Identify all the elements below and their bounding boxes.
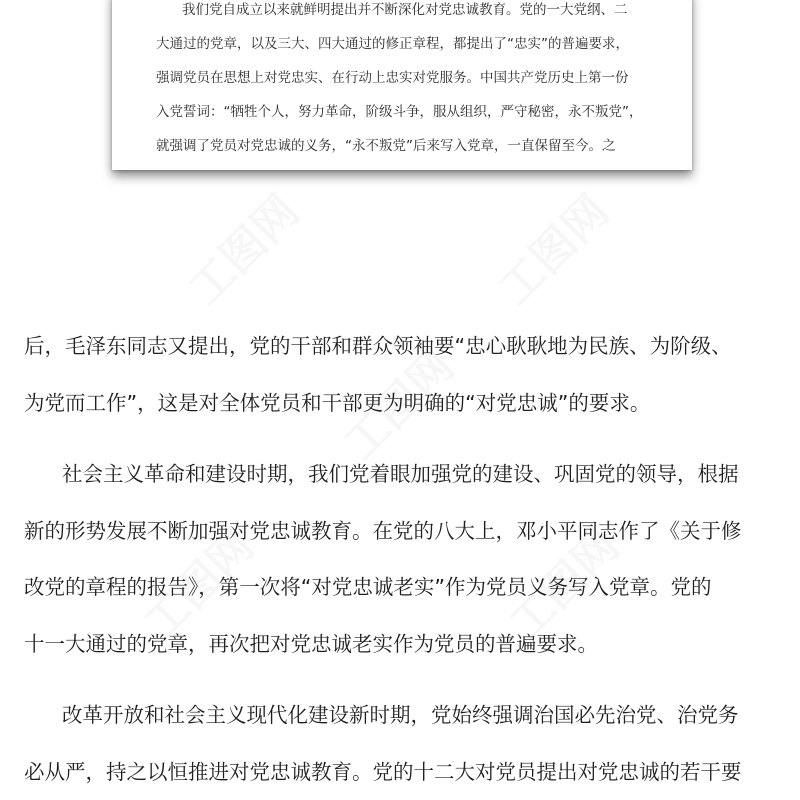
article-line: 为党而工作”，这是对全体党员和干部更为明确的“对党忠诚”的要求。 bbox=[24, 391, 651, 415]
article-line: 社会主义革命和建设时期，我们党着眼加强党的建设、巩固党的领导，根据 bbox=[62, 462, 739, 486]
watermark-logo: 工图网 bbox=[334, 340, 464, 470]
excerpt-line: 大通过的党章，以及三大、四大通过的修正章程，都提出了“忠实”的普遍要求， bbox=[156, 36, 629, 52]
article-line: 改革开放和社会主义现代化建设新时期，党始终强调治国必先治党、治党务 bbox=[62, 703, 739, 727]
watermark-logo: 工图网 bbox=[489, 185, 619, 315]
article-line: 后，毛泽东同志又提出，党的干部和群众领袖要“忠心耿耿地为民族、为阶级、 bbox=[24, 334, 732, 358]
article-line: 必从严，持之以恒推进对党忠诚教育。党的十二大对党员提出对党忠诚的若干要 bbox=[24, 760, 742, 784]
watermark-logo: 工图网 bbox=[499, 520, 629, 650]
excerpt-line: 入党誓词：“牺牲个人，努力革命，阶级斗争，服从组织，严守秘密，永不叛党”， bbox=[156, 104, 643, 120]
excerpt-line: 就强调了党员对党忠诚的义务，“永不叛党”后来写入党章，一直保留至今。之 bbox=[156, 138, 616, 154]
article-line: 新的形势发展不断加强对党忠诚教育。在党的八大上，邓小平同志作了《关于修 bbox=[24, 519, 742, 543]
watermark-logo: 工图网 bbox=[179, 185, 309, 315]
watermark-logo: 工图网 bbox=[134, 520, 264, 650]
excerpt-line: 我们党自成立以来就鲜明提出并不断深化对党忠诚教育。党的一大党纲、二 bbox=[182, 2, 628, 18]
excerpt-line: 强调党员在思想上对党忠实、在行动上忠实对党服务。中国共产党历史上第一份 bbox=[156, 70, 629, 86]
article-line: 十一大通过的党章，再次把对党忠诚老实作为党员的普遍要求。 bbox=[24, 632, 598, 656]
article-line: 改党的章程的报告》，第一次将“对党忠诚老实”作为党员义务写入党章。党的 bbox=[24, 575, 712, 599]
excerpt-card bbox=[112, 0, 692, 170]
